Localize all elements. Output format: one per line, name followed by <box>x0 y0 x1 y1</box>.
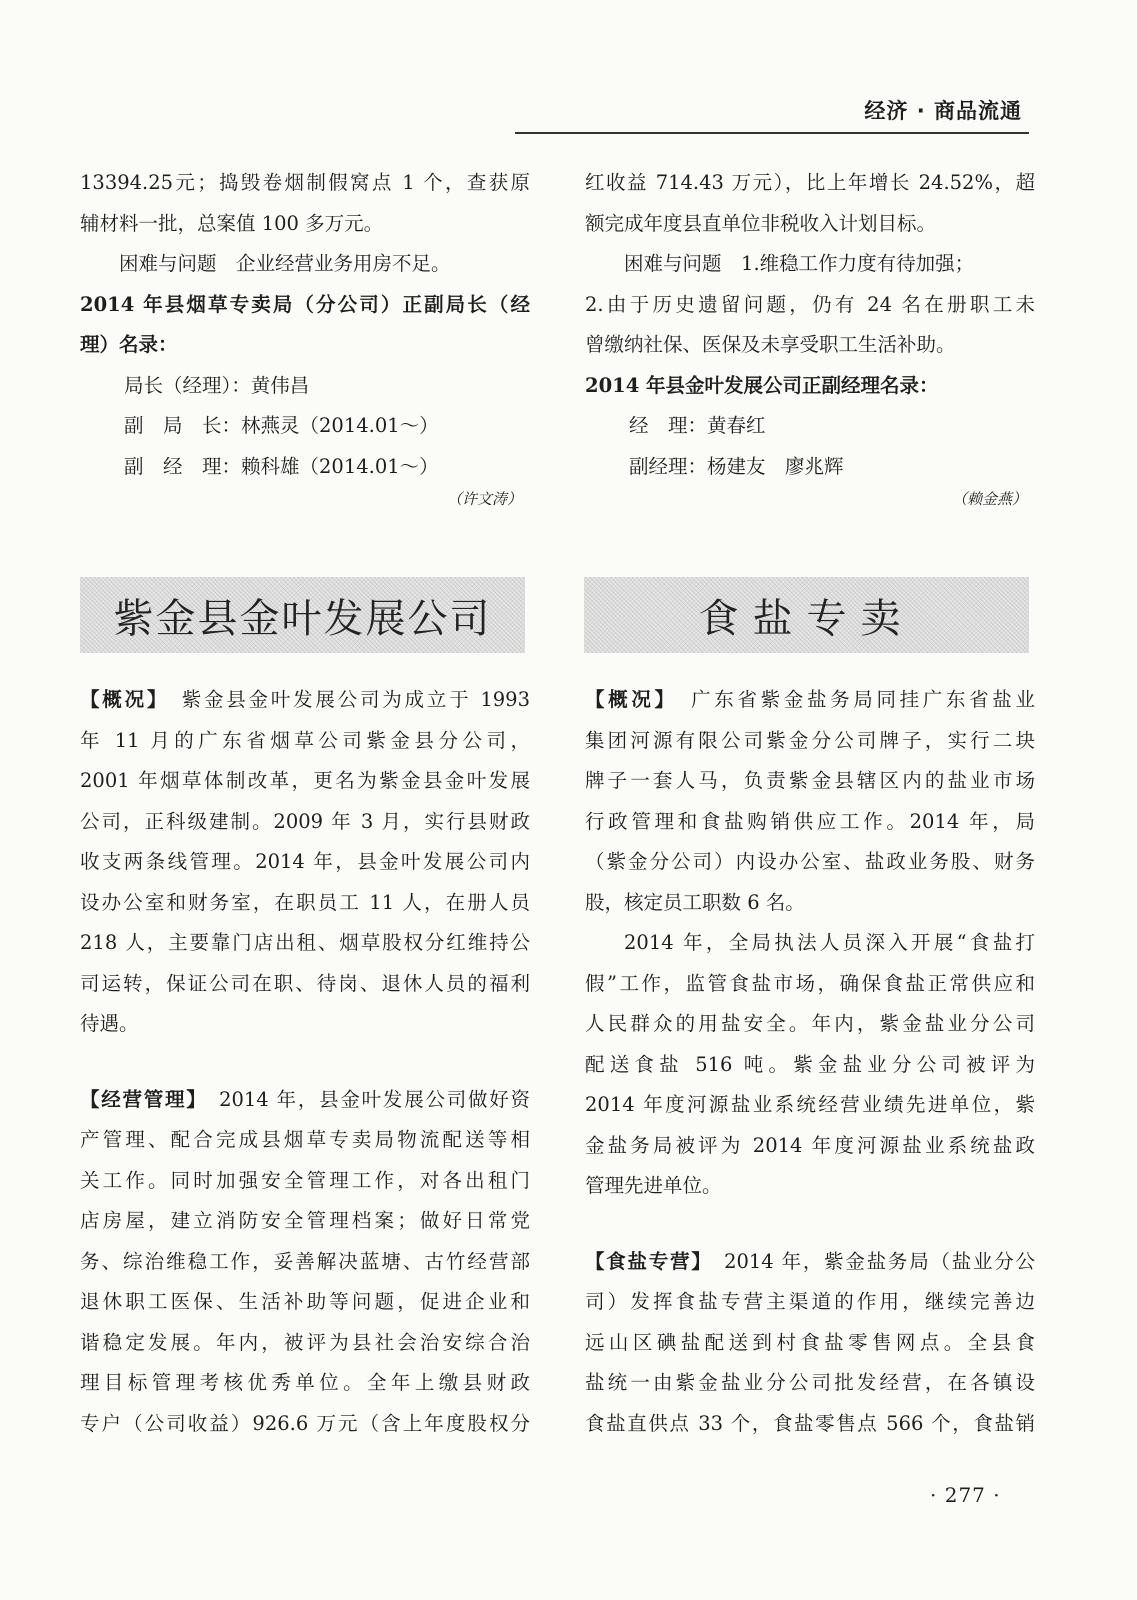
salt-first-line: 【食盐专营】 2014 年，紫金盐务局（盐业分公 <box>585 1249 1035 1273</box>
roster-entry: 副 局 长：林燕灵（2014.01～） <box>124 414 439 437</box>
mgmt-tag: 【经营管理】 <box>80 1087 198 1111</box>
overview-line: 收支两条线管理。2014 年，县金叶发展公司内 <box>80 850 530 873</box>
overview-tag: 【概况】 <box>80 688 160 711</box>
right-top-line: 红收益 714.43 万元），比上年增长 24.52%，超 <box>585 171 1035 194</box>
mgmt-line: 理目标管理考核优秀单位。全年上缴县财政 <box>80 1371 530 1394</box>
problem-text: 企业经营业务用房不足。 <box>236 252 451 275</box>
left-top-line: 13394.25元；捣毁卷烟制假窝点 1 个，查获原 <box>80 171 530 194</box>
para2-line: 假”工作，监管食盐市场，确保食盐正常供应和 <box>585 971 1035 995</box>
para2-line: 管理先进单位。 <box>585 1174 722 1197</box>
roster-title-cont: 理）名录： <box>80 333 178 356</box>
overview-line: 设办公室和财务室，在职员工 11 人，在册人员 <box>80 890 530 914</box>
roster-entry: 副经理：杨建友 廖兆辉 <box>629 454 844 478</box>
right-top-line: 额完成年度县直单位非税收入计划目标。 <box>585 211 937 235</box>
overview-tag: 【概况】 <box>585 688 668 711</box>
overview-line: 公司，正科级建制。2009 年 3 月，实行县财政 <box>80 809 530 833</box>
roster-entry: 局长（经理）：黄伟昌 <box>124 373 310 397</box>
overview-line: 行政管理和食盐购销供应工作。2014 年，局 <box>585 809 1035 833</box>
overview-line: 集团河源有限公司紫金分公司牌子，实行二块 <box>585 728 1035 752</box>
salt-line: 远山区碘盐配送到村食盐零售网点。全县食 <box>585 1330 1035 1354</box>
salt-line: 食盐直供点 33 个，食盐零售点 566 个，食盐销 <box>585 1411 1035 1435</box>
overview-first-line: 【概况】 广东省紫金盐务局同挂广东省盐业 <box>585 688 1035 711</box>
roster-title: 2014 年县金叶发展公司正副经理名录： <box>585 373 939 397</box>
roster-title: 2014 年县烟草专卖局（分公司）正副局长（经 <box>80 292 530 316</box>
roster-entry: 副 经 理：赖科雄（2014.01～） <box>124 454 439 478</box>
mgmt-line: 关工作。同时加强安全管理工作，对各出租门 <box>80 1168 530 1192</box>
left-top-line: 辅材料一批，总案值 100 多万元。 <box>80 211 384 235</box>
problem-text: 1.维稳工作力度有待加强； <box>741 252 975 275</box>
overview-first-line: 【概况】 紫金县金叶发展公司为成立于 1993 <box>80 688 530 711</box>
problem-label: 困难与问题 <box>624 252 722 275</box>
mgmt-line: 退休职工医保、生活补助等问题，促进企业和 <box>80 1290 530 1313</box>
salt-tag: 【食盐专营】 <box>585 1249 703 1273</box>
mgmt-line: 产管理、配合完成县烟草专卖局物流配送等相 <box>80 1128 530 1151</box>
mgmt-line: 谐稳定发展。年内，被评为县社会治安综合治 <box>80 1330 530 1354</box>
para2-line: 配送食盐 516 吨。紫金盐业分公司被评为 <box>585 1052 1035 1076</box>
para2-line: 2014 年度河源盐业系统经营业绩先进单位，紫 <box>585 1093 1035 1116</box>
paragraph-gap <box>585 1207 1035 1242</box>
left-problem-line <box>80 244 530 285</box>
para2-line: 金盐务局被评为 2014 年度河源盐业系统盐政 <box>585 1133 1035 1157</box>
author-credit: （许文涛） <box>446 490 522 508</box>
right-problem-cont: 曾缴纳社保、医保及未享受职工生活补助。 <box>585 333 956 356</box>
overview-line: 股，核定员工职数 6 名。 <box>585 890 805 914</box>
header-rule <box>515 132 1029 134</box>
salt-line: 司）发挥食盐专营主渠道的作用，继续完善边 <box>585 1290 1035 1313</box>
para2-line: 人民群众的用盐安全。年内，紫金盐业分公司 <box>585 1012 1035 1035</box>
mgmt-line: 务、综治维稳工作，妥善解决蓝塘、古竹经营部 <box>80 1249 530 1273</box>
section-banner-salt: 食盐专卖 <box>584 577 1029 653</box>
right-section-body <box>585 680 1035 1444</box>
author-credit: （赖金燕） <box>951 490 1027 508</box>
overview-line: 218 人，主要靠门店出租、烟草股权分红维持公 <box>80 931 530 954</box>
right-problem-cont: 2.由于历史遗留问题，仍有 24 名在册职工未 <box>585 292 1035 316</box>
section-banner-jinye: 紫金县金叶发展公司 <box>80 577 525 653</box>
right-problem-line <box>585 244 1035 285</box>
overview-line: 司运转，保证公司在职、待岗、退休人员的福利 <box>80 971 530 995</box>
section-header: 经济 · 商品流通 <box>864 99 1022 123</box>
salt-line: 盐统一由紫金盐业分公司批发经营，在各镇设 <box>585 1371 1035 1394</box>
mgmt-line: 店房屋，建立消防安全管理档案；做好日常党 <box>80 1209 530 1232</box>
overview-line: 2001 年烟草体制改革，更名为紫金县金叶发展 <box>80 769 530 792</box>
roster-entry: 经 理：黄春红 <box>629 414 766 437</box>
paragraph-gap <box>80 1045 530 1080</box>
mgmt-first-line: 【经营管理】 2014 年，县金叶发展公司做好资 <box>80 1087 530 1111</box>
left-section-body <box>80 680 530 1444</box>
left-top-block <box>80 163 530 515</box>
para2-first-line: 2014 年，全局执法人员深入开展“食盐打 <box>624 931 1035 954</box>
overview-line: 年 11 月的广东省烟草公司紫金县分公司， <box>80 728 530 752</box>
right-top-block <box>585 163 1035 515</box>
problem-label: 困难与问题 <box>119 252 217 275</box>
overview-line: 牌子一套人马，负责紫金县辖区内的盐业市场 <box>585 769 1035 792</box>
mgmt-line: 专户（公司收益）926.6 万元（含上年度股权分 <box>80 1411 530 1435</box>
overview-line: 待遇。 <box>80 1012 139 1035</box>
page-number: · 277 · <box>930 1483 1001 1507</box>
overview-line: （紫金分公司）内设办公室、盐政业务股、财务 <box>585 850 1035 873</box>
